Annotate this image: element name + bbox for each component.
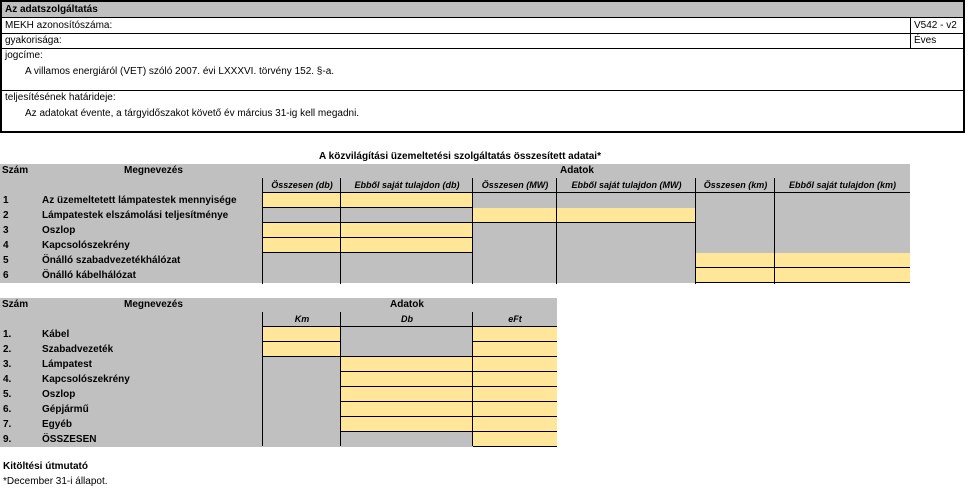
- legal-basis-label: jogcíme:: [5, 50, 43, 61]
- table2-col-szam: Szám: [2, 299, 29, 310]
- table2-row-name: Gépjármű: [40, 402, 263, 417]
- legal-basis-row: [2, 49, 963, 91]
- table2-input-cell[interactable]: [473, 372, 557, 387]
- table2-header-band: [0, 298, 557, 312]
- table2-blank-cell: [263, 432, 341, 447]
- table2-blank-cell: [341, 342, 473, 357]
- grid-line: [341, 416, 473, 417]
- footnote: *December 31-i állapot.: [3, 476, 108, 487]
- table2-input-cell[interactable]: [341, 387, 473, 402]
- table1-subheader: Összesen (km): [696, 178, 775, 193]
- table2-subheader: Km: [263, 312, 341, 327]
- grid-line: [263, 207, 473, 208]
- table2-blank-cell: [263, 357, 341, 372]
- table1-blank-cell: [557, 238, 696, 253]
- grid-line: [263, 356, 341, 357]
- table1-col-szam: Szám: [2, 165, 29, 176]
- table1-blank-cell: [696, 193, 775, 208]
- table2-row-number: 5.: [0, 387, 40, 402]
- header-title: Az adatszolgáltatás: [5, 4, 98, 15]
- table1-input-cell[interactable]: [263, 223, 341, 238]
- table1-row-name: Lámpatestek elszámolási teljesítménye: [40, 208, 263, 223]
- table2-subheader: eFt: [473, 312, 557, 327]
- frequency-row: [2, 34, 963, 49]
- table2-blank-cell: [263, 402, 341, 417]
- table2-input-cell[interactable]: [473, 387, 557, 402]
- table2-input-cell[interactable]: [473, 342, 557, 357]
- table1-row-name: Önálló szabadvezetékhálózat: [40, 253, 263, 268]
- table1-blank-cell: [775, 238, 910, 253]
- table1-row-number: 4: [0, 238, 40, 253]
- table1-input-cell[interactable]: [775, 253, 910, 268]
- grid-line: [263, 237, 473, 238]
- table2-row-name: Kapcsolószekrény: [40, 372, 263, 387]
- grid-line: [473, 341, 557, 342]
- table1-row-name: Kapcsolószekrény: [40, 238, 263, 253]
- deadline-text: Az adatokat évente, a tárgyidőszakot követő év március 31-ig kell megadni.: [25, 108, 360, 119]
- table2-row-number: 1.: [0, 327, 40, 342]
- table2-row-name: Egyéb: [40, 417, 263, 432]
- grid-line: [341, 386, 473, 387]
- table1-blank-cell: [557, 268, 696, 283]
- table1-input-cell[interactable]: [341, 193, 473, 208]
- table1-input-cell[interactable]: [696, 253, 775, 268]
- grid-line: [262, 312, 263, 446]
- table2-row-name: Szabadvezeték: [40, 342, 263, 357]
- table2-blank-cell: [263, 417, 341, 432]
- grid-line: [696, 267, 910, 268]
- table2-input-cell[interactable]: [473, 357, 557, 372]
- table2-subheader: Db: [341, 312, 473, 327]
- table1-col-megnevezes: Megnevezés: [124, 165, 183, 176]
- table2-row-number: 3.: [0, 357, 40, 372]
- table1-blank-cell: [341, 253, 473, 268]
- frequency-label: gyakorisága:: [5, 35, 62, 46]
- table2-blank-cell: [263, 372, 341, 387]
- table2-input-cell[interactable]: [473, 432, 557, 447]
- table1-blank-cell: [341, 208, 473, 223]
- grid-line: [263, 252, 473, 253]
- table1-row-name: Az üzemeltetett lámpatestek mennyisége: [40, 193, 263, 208]
- table2-col-adatok: Adatok: [390, 299, 424, 310]
- grid-line: [473, 356, 557, 357]
- table1-blank-cell: [473, 193, 557, 208]
- grid-line: [341, 356, 473, 357]
- grid-line: [341, 431, 473, 432]
- table1-col-adatok: Adatok: [560, 165, 594, 176]
- grid-line: [473, 401, 557, 402]
- mekh-id-label: MEKH azonosítószáma:: [5, 20, 113, 31]
- table1-blank-cell: [473, 238, 557, 253]
- table1-blank-cell: [263, 208, 341, 223]
- table1-title: A közvilágítási üzemeltetési szolgáltatás összesített adatai*: [319, 151, 601, 162]
- table2-row-number: 4.: [0, 372, 40, 387]
- table2-input-cell[interactable]: [473, 327, 557, 342]
- grid-line: [472, 178, 473, 284]
- table1-row-name: Oszlop: [40, 223, 263, 238]
- deadline-row: [2, 91, 963, 133]
- grid-line: [473, 371, 557, 372]
- table1-input-cell[interactable]: [696, 268, 775, 283]
- grid-line: [774, 178, 775, 284]
- grid-line: [263, 341, 341, 342]
- table1-blank-cell: [696, 223, 775, 238]
- table1-row-number: 1: [0, 193, 40, 208]
- grid-line: [262, 178, 263, 284]
- table2-row-number: 9.: [0, 432, 40, 447]
- table1-row-number: 3: [0, 223, 40, 238]
- table2-input-cell[interactable]: [263, 327, 341, 342]
- grid-line: [695, 178, 696, 284]
- table2-row-number: 6.: [0, 402, 40, 417]
- grid-line: [473, 446, 557, 447]
- grid-line: [263, 222, 473, 223]
- table1-blank-cell: [557, 253, 696, 268]
- table1-subheader: Ebből saját tulajdon (db): [341, 178, 473, 193]
- table1-blank-cell: [341, 268, 473, 283]
- grid-line: [340, 178, 341, 284]
- table2-input-cell[interactable]: [341, 357, 473, 372]
- table1-blank-cell: [696, 208, 775, 223]
- table1-blank-cell: [557, 223, 696, 238]
- grid-line: [341, 401, 473, 402]
- table1-input-cell[interactable]: [263, 238, 341, 253]
- table1-blank-cell: [263, 268, 341, 283]
- table2-input-cell[interactable]: [473, 402, 557, 417]
- grid-line: [263, 326, 557, 327]
- table2-row-name: Kábel: [40, 327, 263, 342]
- table2-input-cell[interactable]: [473, 417, 557, 432]
- table2-input-cell[interactable]: [263, 342, 341, 357]
- table1-input-cell[interactable]: [341, 223, 473, 238]
- table1-row-number: 6: [0, 268, 40, 283]
- table2-row-number: 7.: [0, 417, 40, 432]
- table2-input-cell[interactable]: [341, 372, 473, 387]
- table2-row-number: 2.: [0, 342, 40, 357]
- grid-line: [473, 431, 557, 432]
- grid-line: [341, 371, 473, 372]
- table2-col-megnevezes: Megnevezés: [124, 299, 183, 310]
- grid-line: [473, 222, 696, 223]
- table1-row-number: 5: [0, 253, 40, 268]
- table1-subheader: Összesen (MW): [473, 178, 557, 193]
- lighting-summary-table: [0, 164, 910, 284]
- table2-blank-cell: [341, 432, 473, 447]
- mekh-id-row: [2, 18, 963, 34]
- table1-subheader: Ebből saját tulajdon (km): [775, 178, 910, 193]
- table2-blank-cell: [341, 327, 473, 342]
- table1-blank-cell: [473, 268, 557, 283]
- table1-blank-cell: [263, 253, 341, 268]
- table1-input-cell[interactable]: [263, 193, 341, 208]
- table2-blank-cell: [263, 387, 341, 402]
- instructions-heading: Kitöltési útmutató: [3, 461, 88, 472]
- table2-input-cell[interactable]: [341, 417, 473, 432]
- data-service-header: [0, 0, 965, 133]
- table1-row-number: 2: [0, 208, 40, 223]
- table1-input-cell[interactable]: [775, 268, 910, 283]
- mekh-id-value[interactable]: V542 - v2: [910, 18, 957, 33]
- deadline-label: teljesítésének határideje:: [5, 92, 116, 103]
- table2-input-cell[interactable]: [341, 402, 473, 417]
- table1-blank-cell: [775, 208, 910, 223]
- frequency-value[interactable]: Éves: [910, 34, 936, 48]
- header-title-row: [2, 2, 963, 18]
- table2-row-name: Lámpatest: [40, 357, 263, 372]
- grid-line: [696, 282, 910, 283]
- grid-line: [472, 312, 473, 446]
- table2-row-name: ÖSSZESEN: [40, 432, 263, 447]
- table2-row-name: Oszlop: [40, 387, 263, 402]
- grid-line: [556, 178, 557, 284]
- table1-blank-cell: [775, 223, 910, 238]
- table1-blank-cell: [775, 193, 910, 208]
- table1-blank-cell: [473, 253, 557, 268]
- table1-input-cell[interactable]: [557, 208, 696, 223]
- grid-line: [473, 386, 557, 387]
- table2-header-left: [0, 312, 263, 327]
- table1-subheader: Összesen (db): [263, 178, 341, 193]
- legal-basis-text: A villamos energiáról (VET) szóló 2007. évi LXXXVI. törvény 152. §-a.: [25, 66, 335, 77]
- grid-line: [263, 192, 910, 193]
- table1-header-left: [0, 178, 263, 193]
- table1-input-cell[interactable]: [341, 238, 473, 253]
- asset-value-table: [0, 298, 557, 446]
- table1-input-cell[interactable]: [473, 208, 557, 223]
- table1-blank-cell: [696, 238, 775, 253]
- table1-blank-cell: [557, 193, 696, 208]
- grid-line: [340, 312, 341, 446]
- table1-blank-cell: [473, 223, 557, 238]
- table1-row-name: Önálló kábelhálózat: [40, 268, 263, 283]
- table1-subheader: Ebből saját tulajdon (MW): [557, 178, 696, 193]
- grid-line: [473, 416, 557, 417]
